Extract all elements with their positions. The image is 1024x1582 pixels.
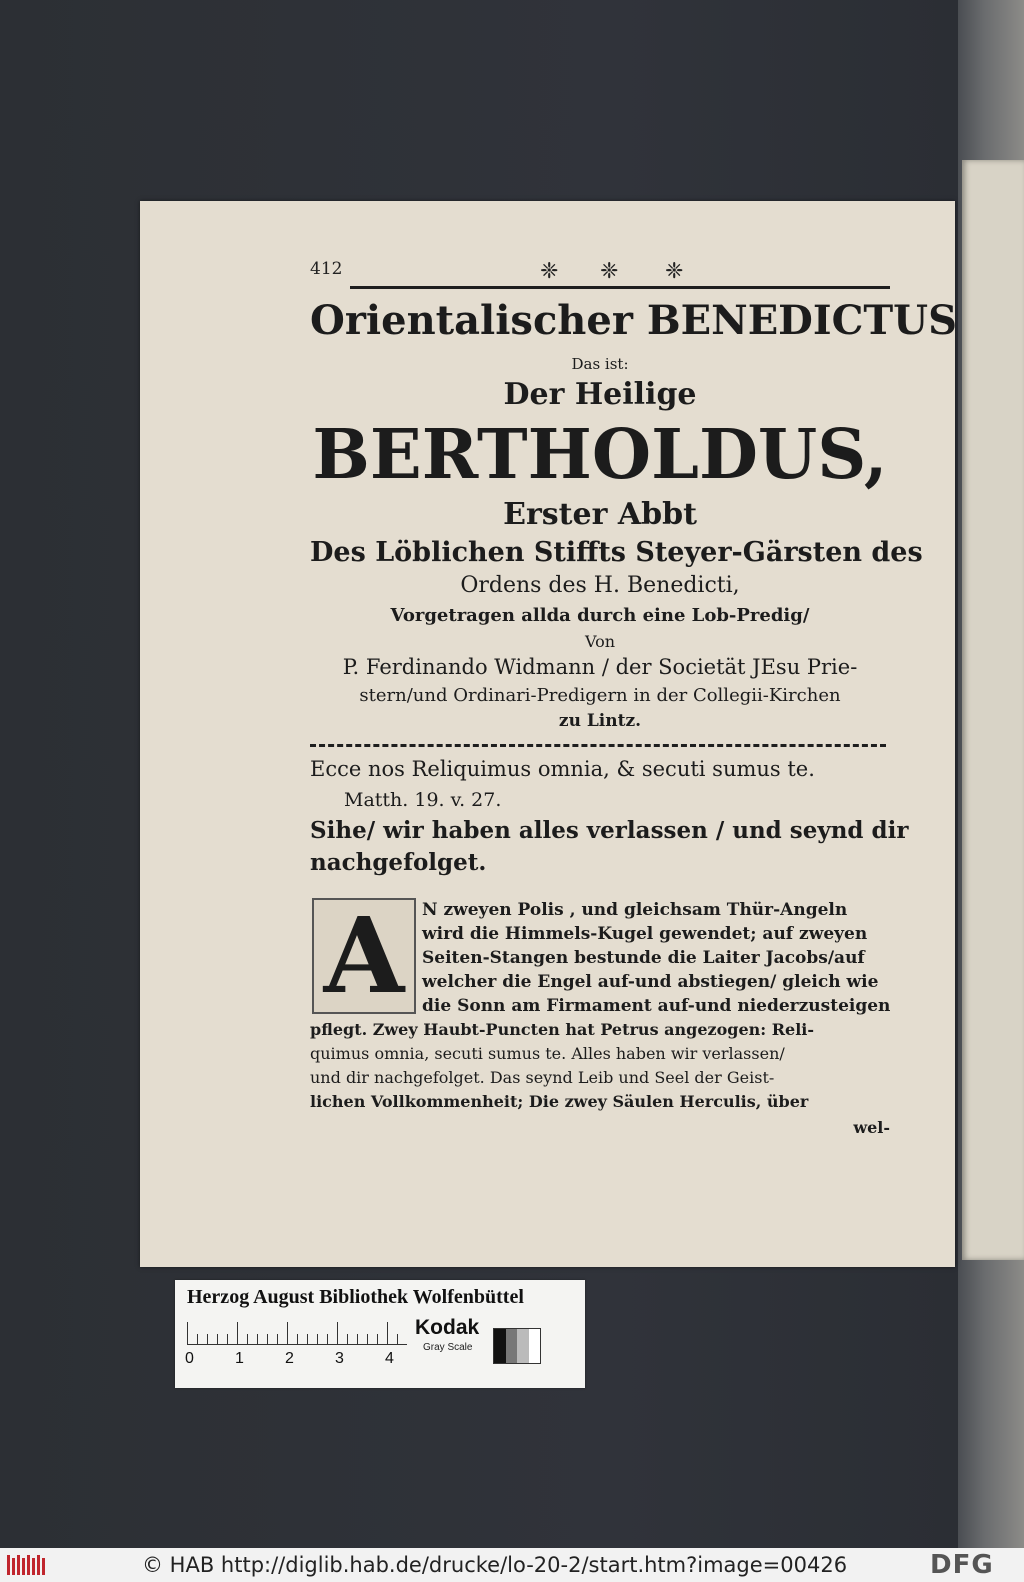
- ruler-label: 3: [335, 1350, 344, 1367]
- motto-german-2: nachgefolget.: [310, 849, 487, 876]
- ruler-label: 1: [235, 1350, 244, 1367]
- body-line: und dir nachgefolget. Das seynd Leib und Seel der Geist-: [310, 1068, 775, 1087]
- body-line: pflegt. Zwey Haubt-Puncten hat Petrus angezogen: Reli-: [310, 1020, 815, 1039]
- ornament-icon: ❈: [540, 259, 559, 284]
- dfg-logo: DFG: [930, 1550, 994, 1580]
- title-stifft: Des Löblichen Stiffts Steyer-Gärsten des: [310, 537, 923, 568]
- title-author-2: stern/und Ordinari-Predigern in der Collegii-Kirchen: [359, 685, 841, 706]
- page-header: [310, 259, 890, 289]
- title-der-heilige: Der Heilige: [503, 377, 697, 412]
- title-author: P. Ferdinando Widmann / der Societät JEsu Prie-: [342, 655, 858, 679]
- book-page: [140, 201, 955, 1267]
- motto-german-1: Sihe/ wir haben alles verlassen / und seynd dir: [310, 817, 909, 844]
- decorated-initial: A: [312, 898, 416, 1014]
- title-das-ist: Das ist:: [571, 355, 629, 373]
- title-bertholdus: BERTHOLDUS,: [312, 415, 888, 495]
- title-erster-abbt: Erster Abbt: [503, 497, 697, 532]
- ruler-label: 0: [185, 1350, 194, 1367]
- title-vorgetragen: Vorgetragen allda durch eine Lob-Predig/: [390, 605, 810, 626]
- body-line: lichen Vollkommenheit; Die zwey Säulen Herculis, über: [310, 1092, 809, 1111]
- library-name: Herzog August Bibliothek Wolfenbüttel: [187, 1286, 524, 1308]
- header-rule: [350, 286, 890, 289]
- gray-scale-patches: [493, 1328, 541, 1364]
- title-von: Von: [584, 632, 616, 651]
- motto-latin: Ecce nos Reliquimus omnia, & secuti sumus te.: [310, 757, 815, 781]
- ornament-icon: ❈: [665, 259, 684, 284]
- body-text: [310, 894, 900, 1148]
- title-lintz: zu Lintz.: [558, 711, 642, 731]
- body-line: N zweyen Polis , und gleichsam Thür-Angeln: [422, 900, 848, 920]
- motto-reference: Matth. 19. v. 27.: [344, 789, 502, 811]
- adjacent-page: [962, 160, 1024, 1260]
- copyright-link[interactable]: © HAB http://diglib.hab.de/drucke/lo-20-2/start.htm?image=00426: [142, 1553, 848, 1577]
- body-line: Seiten-Stangen bestunde die Laiter Jacobs/auf: [422, 948, 865, 968]
- body-line-catchword: wel-: [853, 1118, 890, 1137]
- footer-bar: [0, 1548, 1024, 1582]
- body-line: welcher die Engel auf-und abstiegen/ gleich wie: [422, 972, 879, 992]
- section-rule: [310, 744, 886, 747]
- title-main: Orientalischer BENEDICTUS: [310, 297, 957, 344]
- kodak-logo: Kodak: [415, 1316, 480, 1339]
- title-ordens: Ordens des H. Benedicti,: [460, 573, 740, 598]
- ruler-label: 2: [285, 1350, 294, 1367]
- body-line: quimus omnia, secuti sumus te. Alles haben wir verlassen/: [310, 1044, 785, 1063]
- gray-scale-label: Gray Scale: [423, 1342, 473, 1353]
- hab-logo-icon: [6, 1553, 50, 1577]
- ruler-label: 4: [385, 1350, 394, 1367]
- body-line: wird die Himmels-Kugel gewendet; auf zweyen: [422, 924, 868, 944]
- scale-ruler: [187, 1322, 407, 1345]
- ornament-icon: ❈: [600, 259, 619, 284]
- body-line: die Sonn am Firmament auf-und niederzusteigen: [422, 996, 891, 1016]
- library-label: [175, 1280, 585, 1388]
- page-number: 412: [310, 259, 343, 279]
